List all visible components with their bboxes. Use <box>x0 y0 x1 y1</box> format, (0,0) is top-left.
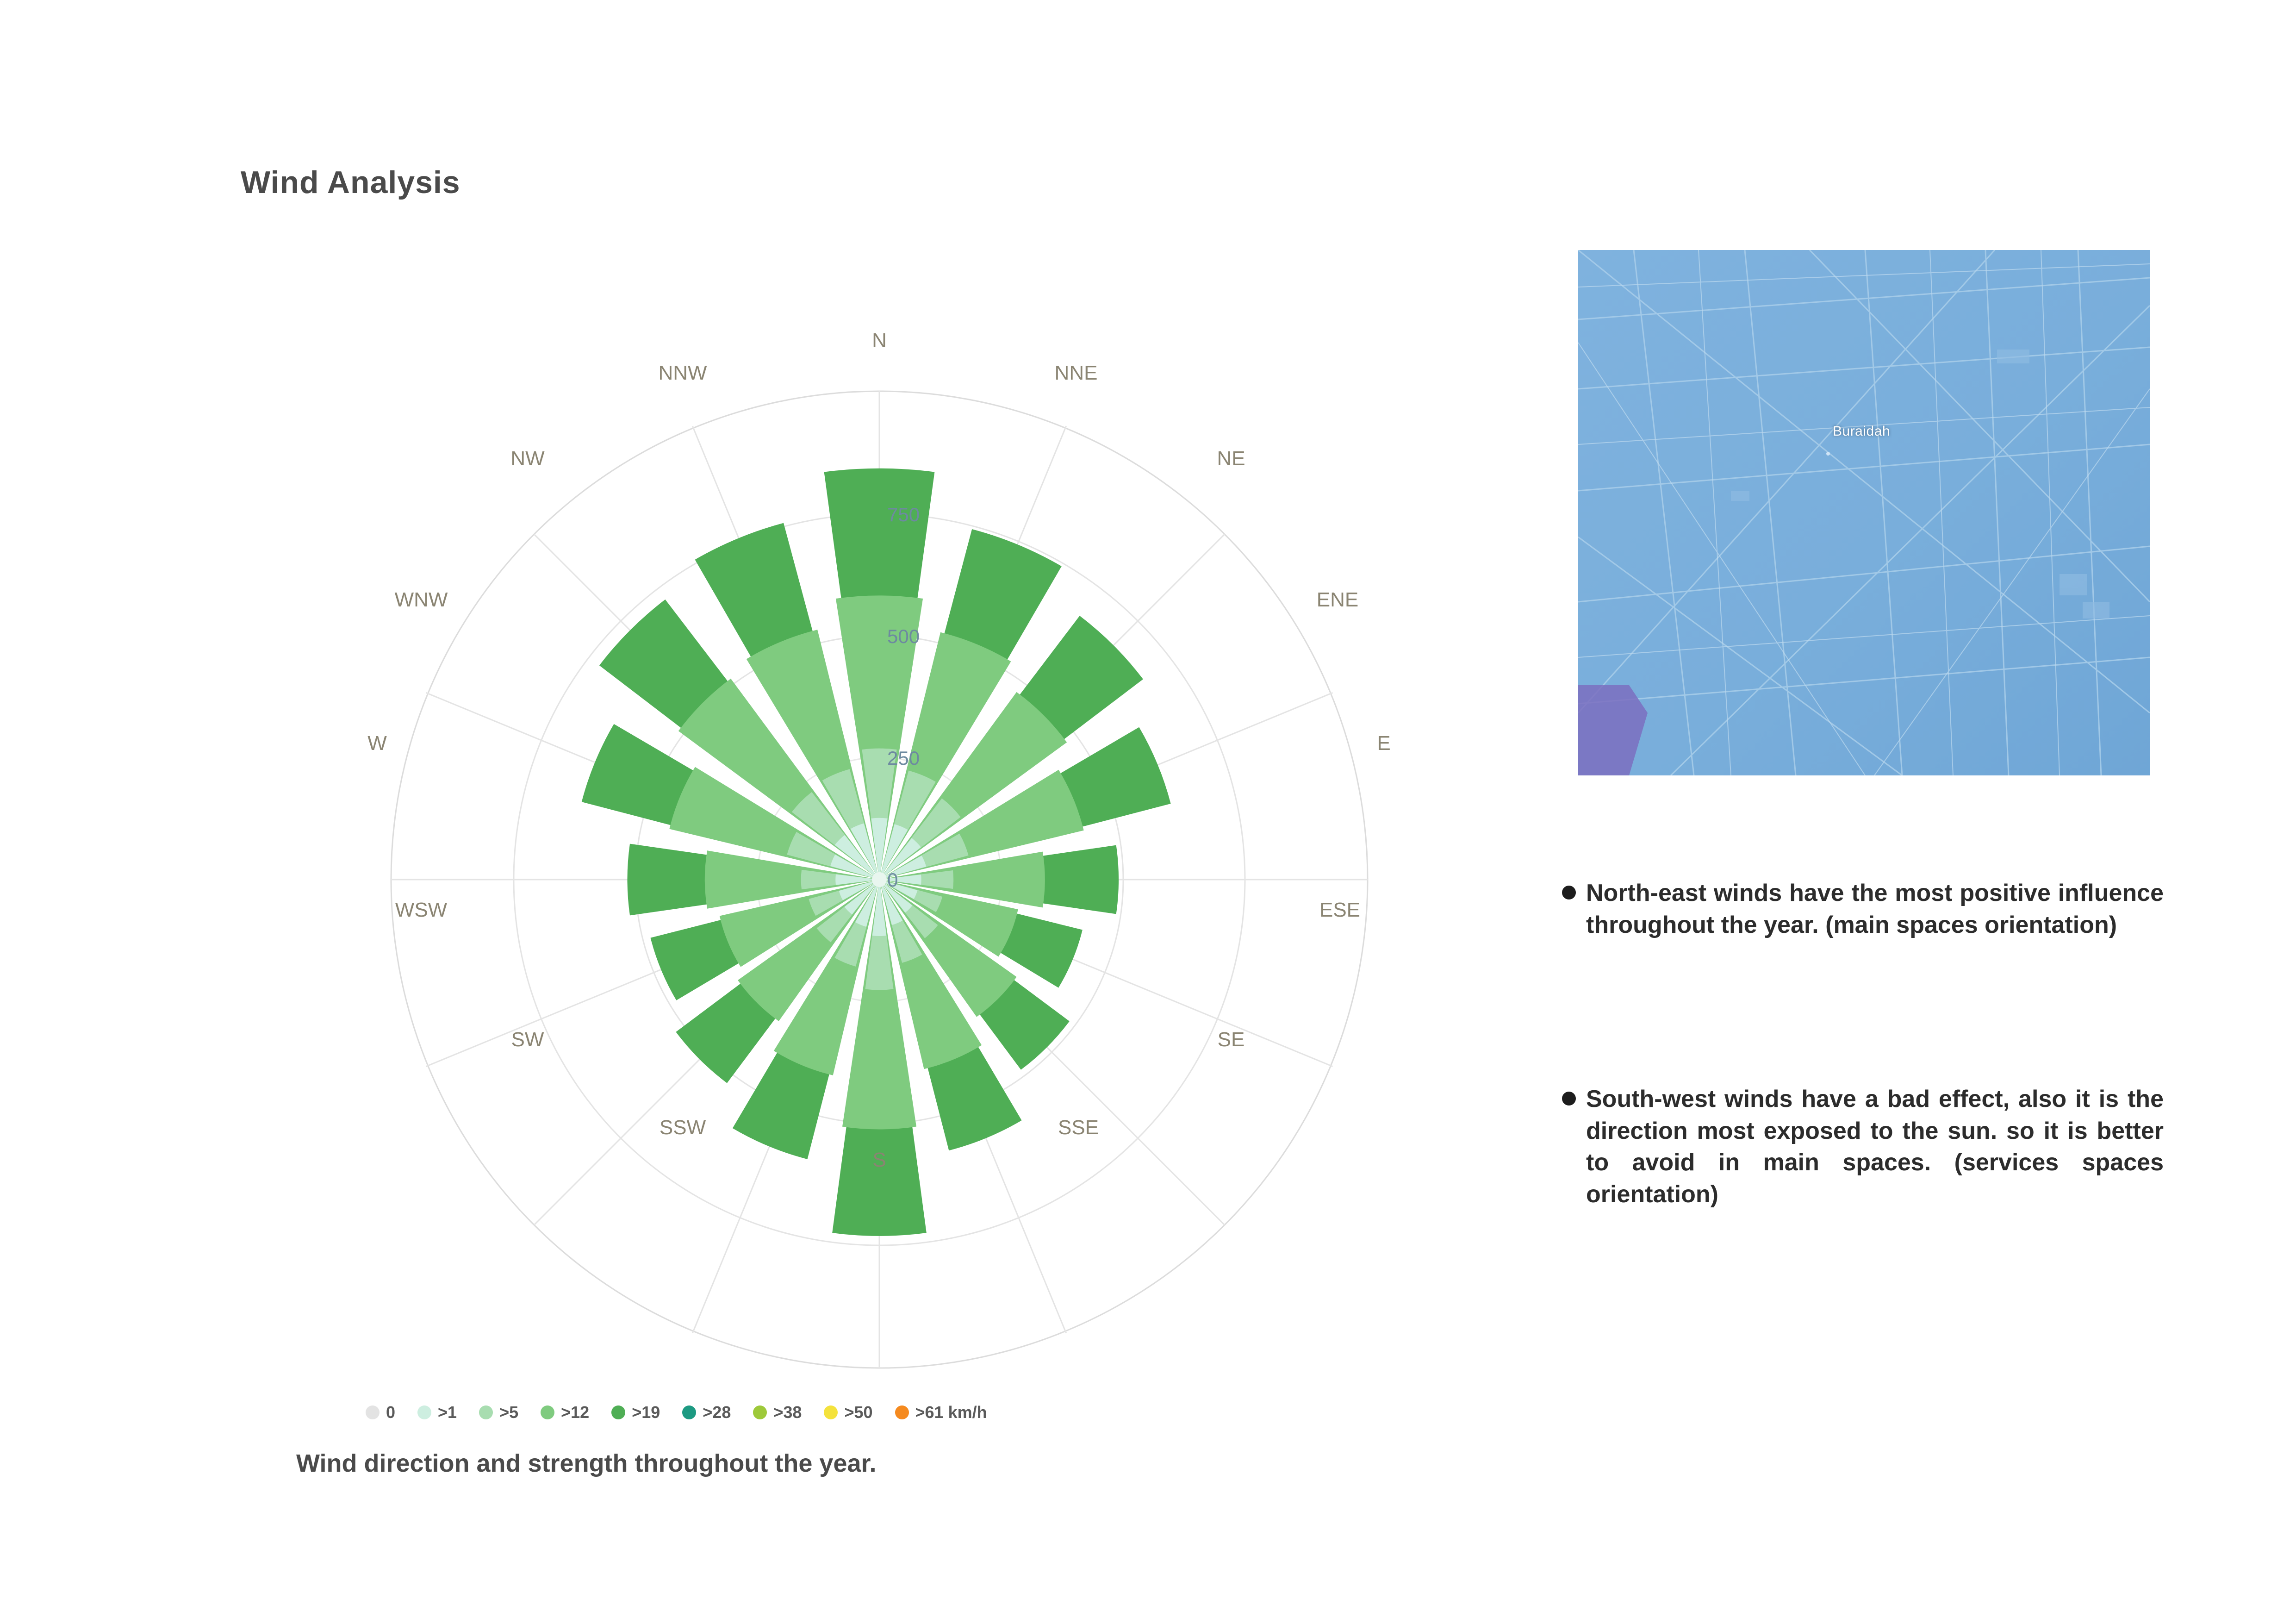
dir-label-ESE: ESE <box>1319 899 1361 921</box>
dir-label-N: N <box>872 329 887 352</box>
legend-item-1[interactable] <box>417 1403 457 1422</box>
map-city-label: Buraidah <box>1833 424 1891 439</box>
legend-swatch-1 <box>417 1405 431 1419</box>
legend-swatch-8 <box>895 1405 909 1419</box>
rose-center <box>872 872 887 887</box>
legend-item-4[interactable] <box>611 1403 660 1422</box>
legend-item-8[interactable] <box>895 1403 987 1422</box>
radial-tick-250: 250 <box>887 747 920 769</box>
chart-caption: Wind direction and strength throughout the year. <box>296 1449 877 1477</box>
note-northeast-winds <box>1562 877 2164 941</box>
dir-label-NNE: NNE <box>1054 362 1098 384</box>
bullet-icon <box>1562 886 1576 899</box>
legend-label-5: >28 <box>703 1403 731 1422</box>
legend-label-7: >50 <box>844 1403 873 1422</box>
petal-N <box>824 468 935 880</box>
legend-swatch-3 <box>541 1405 554 1419</box>
legend-label-0: 0 <box>386 1403 396 1422</box>
dir-label-NE: NE <box>1217 447 1245 470</box>
legend-item-5[interactable] <box>682 1403 731 1422</box>
radial-tick-750: 750 <box>887 504 920 525</box>
legend-item-6[interactable] <box>753 1403 802 1422</box>
dir-label-W: W <box>367 732 387 755</box>
dir-label-NW: NW <box>510 447 545 470</box>
dir-label-E: E <box>1377 732 1391 755</box>
dir-label-WNW: WNW <box>394 588 448 611</box>
legend-item-3[interactable] <box>541 1403 589 1422</box>
legend-label-2: >5 <box>499 1403 519 1422</box>
legend-swatch-4 <box>611 1405 625 1419</box>
dir-label-WSW: WSW <box>395 899 448 921</box>
petal-W <box>627 844 879 916</box>
legend-swatch-5 <box>682 1405 696 1419</box>
legend-item-0[interactable] <box>366 1403 395 1422</box>
legend-swatch-7 <box>824 1405 838 1419</box>
dir-label-ENE: ENE <box>1316 588 1359 611</box>
wind-rose-chart <box>287 287 1472 1472</box>
radial-tick-0: 0 <box>887 869 898 891</box>
legend-item-7[interactable] <box>824 1403 872 1422</box>
dir-label-SW: SW <box>511 1028 544 1051</box>
dir-label-SE: SE <box>1217 1028 1245 1051</box>
page-title: Wind Analysis <box>241 165 460 200</box>
chart-legend <box>366 1403 1009 1422</box>
dir-label-S: S <box>872 1149 886 1171</box>
legend-label-6: >38 <box>773 1403 802 1422</box>
note-southwest-winds <box>1562 1083 2164 1211</box>
legend-swatch-2 <box>479 1405 493 1419</box>
dir-label-SSE: SSE <box>1058 1116 1099 1139</box>
bullet-icon <box>1562 1092 1576 1106</box>
legend-swatch-6 <box>753 1405 767 1419</box>
radial-tick-500: 500 <box>887 625 920 647</box>
legend-label-3: >12 <box>561 1403 590 1422</box>
legend-item-2[interactable] <box>479 1403 518 1422</box>
note-text: North-east winds have the most positive influence throughout the year. (main spaces orientation) <box>1586 880 2164 938</box>
site-map-image <box>1578 250 2150 775</box>
note-text: South-west winds have a bad effect, also it is the direction most exposed to the sun. so it is better to avoid in main spaces. (services spaces orientation) <box>1586 1086 2164 1208</box>
dir-label-NNW: NNW <box>658 362 707 384</box>
dir-label-SSW: SSW <box>659 1116 706 1139</box>
legend-label-8: >61 km/h <box>915 1403 987 1422</box>
legend-label-4: >19 <box>632 1403 660 1422</box>
legend-swatch-0 <box>366 1405 380 1419</box>
legend-label-1: >1 <box>438 1403 457 1422</box>
